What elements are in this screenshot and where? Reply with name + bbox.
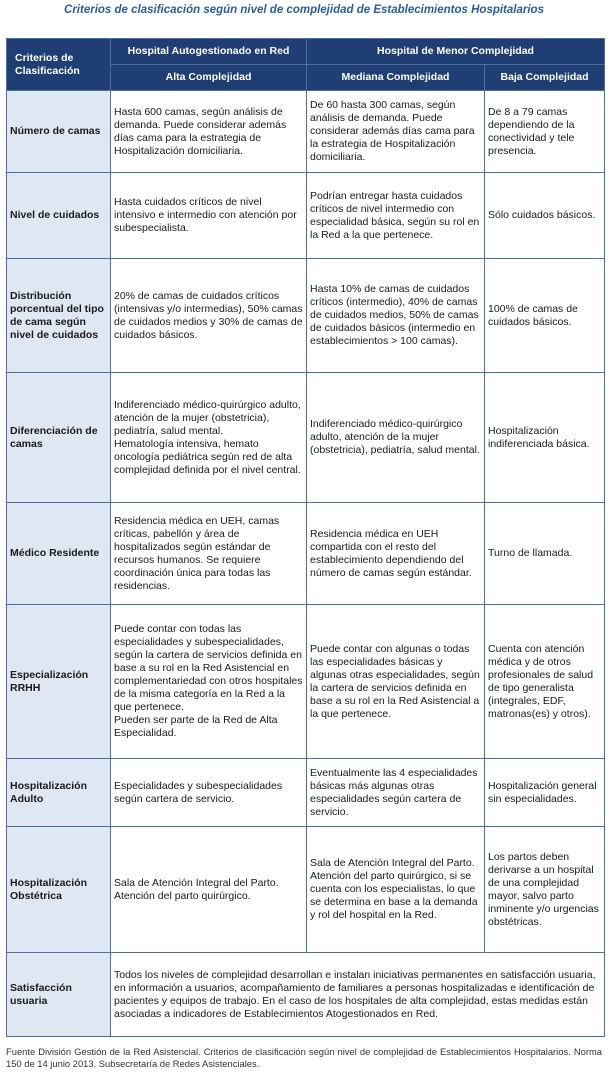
row-label: Hospitalización Adulto	[7, 759, 111, 827]
cell-baja: Hospitalización general sin especialidades.	[485, 759, 605, 827]
table-row	[7, 953, 605, 1037]
row-label: Nivel de cuidados	[7, 173, 111, 259]
row-label: Diferenciación de camas	[7, 373, 111, 503]
cell-mediana: Podrían entregar hasta cuidados críticos de nivel intermedio con especialidad básica, según su rol en la Red a la que pertenece.	[307, 173, 485, 259]
cell-baja: Turno de llamada.	[485, 503, 605, 605]
cell-alta: Hasta cuidados críticos de nivel intensivo e intermedio con atención por subespecialista.	[111, 173, 307, 259]
cell-baja: Los partos deben derivarse a un hospital de una complejidad mayor, salvo parto inminente y/o urgencias obstétricas.	[485, 827, 605, 953]
cell-baja: Hospitalización indiferenciada básica.	[485, 373, 605, 503]
cell-alta-text-2: Pueden ser parte de la Red de Alta Especialidad.	[114, 714, 278, 739]
cell-mediana: Eventualmente las 4 especialidades básicas más algunas otras especialidades según cartera de servicio.	[307, 759, 485, 827]
source-footnote: Fuente División Gestión de la Red Asistencial. Criterios de clasificación según nivel de complejidad de Establecimientos Hospitalarios. Norma 150 de 14 junio 2013. Subsecretaría de Redes Asistenciales.	[6, 1046, 602, 1069]
cell-alta-text: Puede contar con todas las especialidades y subespecialidades, según la cartera de servicios definida en base a su rol en la Red Asistencial en complementariedad con otros hospitales de la misma categoría en la Red a la que pertenece.	[114, 623, 303, 713]
header-baja: Baja Complejidad	[485, 65, 605, 91]
table-row	[7, 503, 605, 605]
header-mediana: Mediana Complejidad	[307, 65, 485, 91]
cell-alta: Especialidades y subespecialidades según cartera de servicio.	[111, 759, 307, 827]
row-label: Satisfacción usuaria	[7, 953, 111, 1037]
cell-alta: 20% de camas de cuidados críticos (intensivas y/o intermedias), 50% camas de cuidados medios y 30% de camas de cuidados básicos.	[111, 259, 307, 373]
page-title: Criterios de clasificación según nivel de complejidad de Establecimientos Hospitalarios	[64, 4, 544, 16]
classification-table	[6, 38, 605, 1037]
row-label: Número de camas	[7, 91, 111, 173]
table-row	[7, 259, 605, 373]
cell-alta-text-2: Hematología intensiva, hemato oncología pediátrica según red de alta complejidad definida por el nivel central.	[114, 437, 301, 476]
cell-alta: Hasta 600 camas, según análisis de demanda. Puede considerar además días cama para la estrategia de Hospitalización domiciliaria.	[111, 91, 307, 173]
cell-mediana: De 60 hasta 300 camas, según análisis de demanda. Puede considerar además días cama para la estrategia de Hospitalización domiciliaria.	[307, 91, 485, 173]
cell-alta: Residencia médica en UEH, camas críticas, pabellón y área de hospitalizados según estándar de recursos humanos. Se requiere coordinación única para todas las residencias.	[111, 503, 307, 605]
cell-baja: De 8 a 79 camas dependiendo de la conectividad y tele presencia.	[485, 91, 605, 173]
cell-mediana: Puede contar con algunas o todas las especialidades básicas y algunas otras especialidades, según la cartera de servicios definida en base a su rol en la Red Asistencial a la que pertenece.	[307, 605, 485, 759]
header-alta: Alta Complejidad	[111, 65, 307, 91]
cell-alta: Sala de Atención Integral del Parto. Atención del parto quirúrgico.	[111, 827, 307, 953]
table-row	[7, 759, 605, 827]
table-row	[7, 373, 605, 503]
cell-baja: 100% de camas de cuidados básicos.	[485, 259, 605, 373]
table-row	[7, 173, 605, 259]
cell-alta	[111, 373, 307, 503]
row-label: Distribución porcentual del tipo de cama según nivel de cuidados	[7, 259, 111, 373]
cell-mediana: Sala de Atención Integral del Parto. Atención del parto quirúrgico, si se cuenta con los especialistas, lo que se determina en base a la demanda y rol del hospital en la Red.	[307, 827, 485, 953]
table-row	[7, 827, 605, 953]
cell-baja: Cuenta con atención médica y de otros profesionales de salud de tipo generalista (integrales, EDF, matronas(es) y otros).	[485, 605, 605, 759]
cell-mediana: Indiferenciado médico-quirúrgico adulto, atención de la mujer (obstetricia), pediatría, salud mental.	[307, 373, 485, 503]
cell-baja: Sólo cuidados básicos.	[485, 173, 605, 259]
cell-mediana: Residencia médica en UEH compartida con el resto del establecimiento dependiendo del número de camas según estándar.	[307, 503, 485, 605]
header-menor-complejidad: Hospital de Menor Complejidad	[307, 39, 605, 65]
cell-satisfaccion: Todos los niveles de complejidad desarrollan e instalan iniciativas permanentes en satisfacción usuaria, en información a usuarios, acompañamiento de familiares a personas hospitalizadas e identificación de pacientes y equipos de trabajo. En el caso de los hospitales de alta complejidad, estas medidas están asociadas a indicadores de Establecimientos Atogestionados en Red.	[111, 953, 605, 1037]
table-row	[7, 605, 605, 759]
header-hospital-red: Hospital Autogestionado en Red	[111, 39, 307, 65]
cell-mediana: Hasta 10% de camas de cuidados críticos (intermedio), 40% de camas de cuidados medios, 50% de camas de cuidados básicos (intermedio en establecimientos > 100 camas).	[307, 259, 485, 373]
row-label: Especialización RRHH	[7, 605, 111, 759]
cell-alta-text: Indiferenciado médico-quirúrgico adulto, atención de la mujer (obstetricia), pediatría, salud mental.	[114, 398, 301, 437]
row-label: Hospitalización Obstétrica	[7, 827, 111, 953]
row-label: Médico Residente	[7, 503, 111, 605]
table-row	[7, 91, 605, 173]
cell-alta	[111, 605, 307, 759]
criteria-header: Criterios de Clasificación	[7, 39, 111, 91]
